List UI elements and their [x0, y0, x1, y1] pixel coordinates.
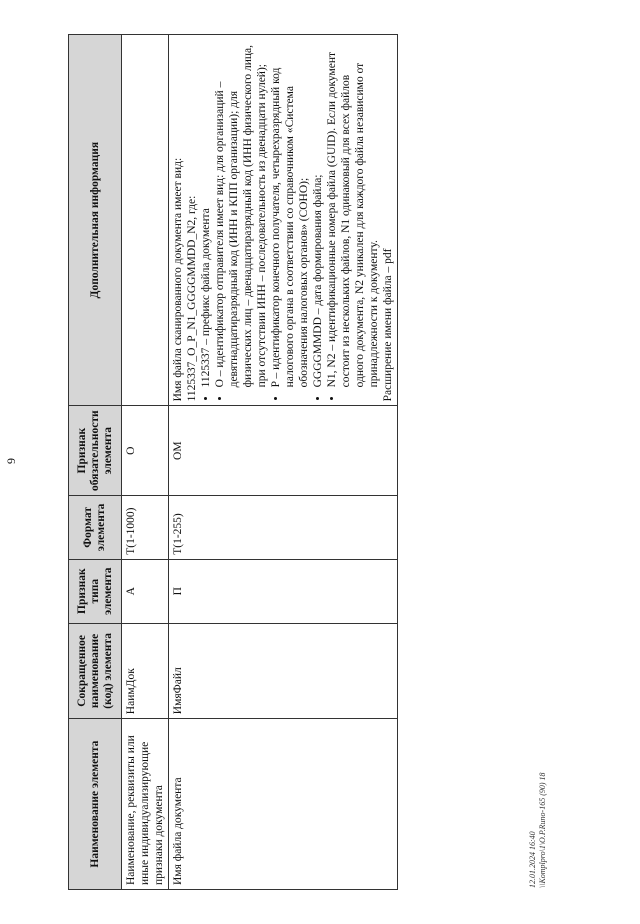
info-list: [199, 39, 381, 401]
footer-file-path: \\Komplpro\1\O.P.Runo-165 (90) 18: [538, 772, 547, 888]
cell-code: ИмяФайл: [169, 623, 398, 719]
cell-format: T(1-1000): [122, 495, 169, 559]
header-additional-info: Дополнительная информация: [69, 35, 122, 406]
header-element-code: Сокращенное наименование (код) элемента: [69, 623, 122, 719]
info-outro: Расширение имени файла – pdf: [382, 248, 394, 402]
document-sheet: [50, 28, 550, 896]
table-row: [122, 35, 169, 890]
table-row: [169, 35, 398, 890]
cell-info: [169, 35, 398, 406]
header-element-type: Признак типа элемента: [69, 559, 122, 623]
cell-name: Имя файла документа: [169, 719, 398, 890]
list-item: • 1125337 – префикс файла документа: [199, 39, 213, 387]
print-footer: [528, 772, 548, 888]
cell-required: ОМ: [169, 406, 398, 496]
header-element-required: Признак обязательности элемента: [69, 406, 122, 496]
cell-code: НаимДок: [122, 623, 169, 719]
rotated-page: [50, 28, 550, 896]
elements-table: [68, 34, 398, 890]
list-item: • GGGGMMDD – дата формирования файла;: [311, 39, 325, 387]
footer-timestamp: 12.01.2024 16:40: [528, 831, 537, 888]
list-item: • P – идентификатор конечного получателя, четырехразрядный код налогового органа в соответствии со справочником «Система обозначения налоговых органов» (СОНО);: [269, 39, 311, 387]
cell-type: А: [122, 559, 169, 623]
cell-required: О: [122, 406, 169, 496]
table-header-row: [69, 35, 122, 890]
cell-info: [122, 35, 169, 406]
cell-format: T(1-255): [169, 495, 398, 559]
info-intro: Имя файла сканированного документа имеет вид: 1125337_O_P_N1_GGGGMMDD_N2, где:: [172, 157, 198, 402]
page-number: 9: [4, 458, 18, 464]
cell-type: П: [169, 559, 398, 623]
header-element-name: Наименование элемента: [69, 719, 122, 890]
list-item: • O – идентификатор отправителя имеет вид: для организаций – девятнадцатиразрядный код (ИНН и КПП организации); для физических лиц – двенадцатиразрядный код (ИНН физического лица, при отсутствии ИНН – последовательность из двенадцати нулей);: [213, 39, 269, 387]
list-item: • N1, N2 – идентификационные номера файла (GUID). Если документ состоит из нескольких файлов, N1 одинаковый для всех файлов одного документа, N2 уникален для каждого файла независимо от принадлежности к документу.: [325, 39, 381, 387]
cell-name: Наименование, реквизиты или иные индивидуализирующие признаки документа: [122, 719, 169, 890]
header-element-format: Формат элемента: [69, 495, 122, 559]
